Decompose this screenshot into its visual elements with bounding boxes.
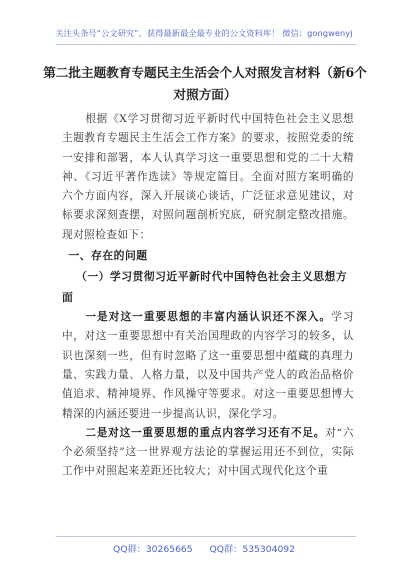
footer-rule <box>56 536 356 537</box>
intro-paragraph: 根据《X学习贯彻习近平新时代中国特色社会主义思想主题教育专题民主生活会工作方案》的要求，按照党委的统一安排和部署，本人认真学习这一重要思想和党的二十大精神、《习近平著作选读》等规定篇目。全面对照方案明确的六个方面内容，深入开展谈心谈话，广泛征求意见建议，对标要求深刻查摆，对照问题剖析究底，研究制定整改措施。现对照检查如下： <box>62 113 354 241</box>
header-rule <box>56 44 356 45</box>
document-title: 第二批主题教育专题民主生活会个人对照发言材料（新6个对照方面） <box>43 65 367 102</box>
point-lead: 二是对这一重要思想的重点内容学习还有不足。 <box>85 426 326 439</box>
document-body <box>62 110 354 482</box>
point-lead: 一是对这一重要思想的丰富内涵认识还不深入。 <box>85 311 332 324</box>
footer-qq-group-1: QQ群：30265665 <box>113 544 193 555</box>
subsection-heading: （一）学习贯彻习近平新时代中国特色社会主义思想方面 <box>62 270 348 305</box>
point-paragraph <box>62 308 354 424</box>
footer-qq-group-2: QQ群：535304092 <box>209 544 295 555</box>
footer <box>0 541 408 555</box>
section-heading: 一、存在的问题 <box>68 249 148 263</box>
point-paragraph <box>62 424 354 482</box>
point-text: 学习中，对这一重要思想中有关治国理政的内容学习的较多，认识也深刻一些，但有时忽略了这一重要思想中蕴藏的真理力量、实践力量、人格力量，以及中国共产党人的政治品格价值追求、精神境界、作风操守等要求。对这一重要思想博大精深的内涵还要进一步提高认识，深化学习。 <box>62 311 355 420</box>
top-banner: 关注头条号“公文研究”，获得最新最全最专业的公文资料库！ 微信：gongwenyj <box>55 28 353 38</box>
point-text: 对“六个必须坚持”这一世界观方法论的掌握运用还不到位，实际工作中对照起来差距还比较大；对中国式现代化这个重 <box>62 426 354 478</box>
